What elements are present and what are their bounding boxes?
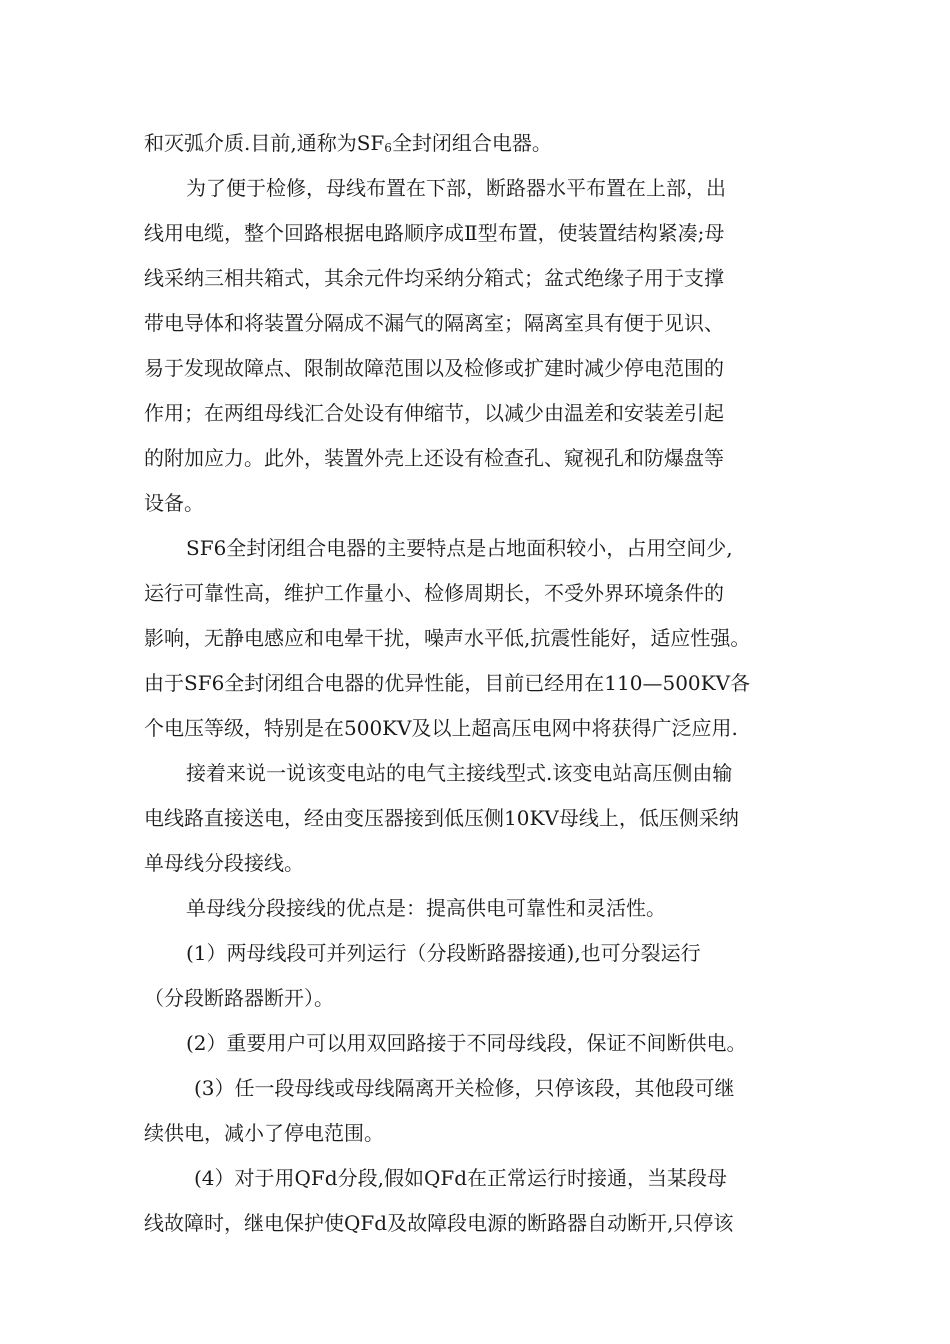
paragraph-line: 的附加应力。此外，装置外壳上还设有检查孔、窥视孔和防爆盘等 xyxy=(144,446,724,470)
paragraph-line: 接着来说一说该变电站的电气主接线型式.该变电站高压侧由输 xyxy=(186,761,733,785)
list-item-line: 续供电，减小了停电范围。 xyxy=(144,1121,384,1145)
list-item-line: 线故障时，继电保护使QFd及故障段电源的断路器自动断开,只停该 xyxy=(144,1211,734,1235)
paragraph-line: 单母线分段接线的优点是：提高供电可靠性和灵活性。 xyxy=(186,896,666,920)
list-item-line: （分段断路器断开）。 xyxy=(144,986,334,1010)
paragraph-line: 单母线分段接线。 xyxy=(144,851,304,875)
paragraph-line: 影响，无静电感应和电晕干扰，噪声水平低,抗震性能好，适应性强。 xyxy=(144,626,751,650)
paragraph-line: 带电导体和将装置分隔成不漏气的隔离室；隔离室具有便于见识、 xyxy=(144,311,724,335)
paragraph-line: 线用电缆，整个回路根据电路顺序成Ⅱ型布置，使装置结构紧凑;母 xyxy=(144,221,725,245)
list-item-line: (1）两母线段可并列运行（分段断路器接通),也可分裂运行 xyxy=(186,941,701,965)
text-run: 和灭弧介质.目前,通称为SF xyxy=(144,131,385,155)
list-item-line: (3）任一段母线或母线隔离开关检修，只停该段，其他段可继 xyxy=(194,1076,735,1100)
list-item-line: (2）重要用户可以用双回路接于不同母线段，保证不间断供电。 xyxy=(186,1031,747,1055)
paragraph-line: SF6全封闭组合电器的主要特点是占地面积较小，占用空间少, xyxy=(186,536,733,560)
paragraph-line: 为了便于检修，母线布置在下部，断路器水平布置在上部，出 xyxy=(186,176,726,200)
paragraph-line: 线采纳三相共箱式，其余元件均采纳分箱式；盆式绝缘子用于支撑 xyxy=(144,266,724,290)
paragraph-line: 易于发现故障点、限制故障范围以及检修或扩建时减少停电范围的 xyxy=(144,356,724,380)
paragraph-line xyxy=(144,128,552,158)
subscript: 6 xyxy=(384,141,392,155)
paragraph-line: 设备。 xyxy=(144,491,204,515)
paragraph-line: 运行可靠性高，维护工作量小、检修周期长，不受外界环境条件的 xyxy=(144,581,724,605)
paragraph-line: 作用；在两组母线汇合处设有伸缩节，以减少由温差和安装差引起 xyxy=(144,401,724,425)
paragraph-line: 由于SF6全封闭组合电器的优异性能，目前已经用在110—500KV各 xyxy=(144,671,751,695)
paragraph-line: 电线路直接送电，经由变压器接到低压侧10KV母线上，低压侧采纳 xyxy=(144,806,739,830)
text-run: 全封闭组合电器。 xyxy=(391,131,552,155)
paragraph-line: 个电压等级，特别是在500KV及以上超高压电网中将获得广泛应用. xyxy=(144,716,738,740)
list-item-line: (4）对于用QFd分段,假如QFd在正常运行时接通，当某段母 xyxy=(194,1166,728,1190)
